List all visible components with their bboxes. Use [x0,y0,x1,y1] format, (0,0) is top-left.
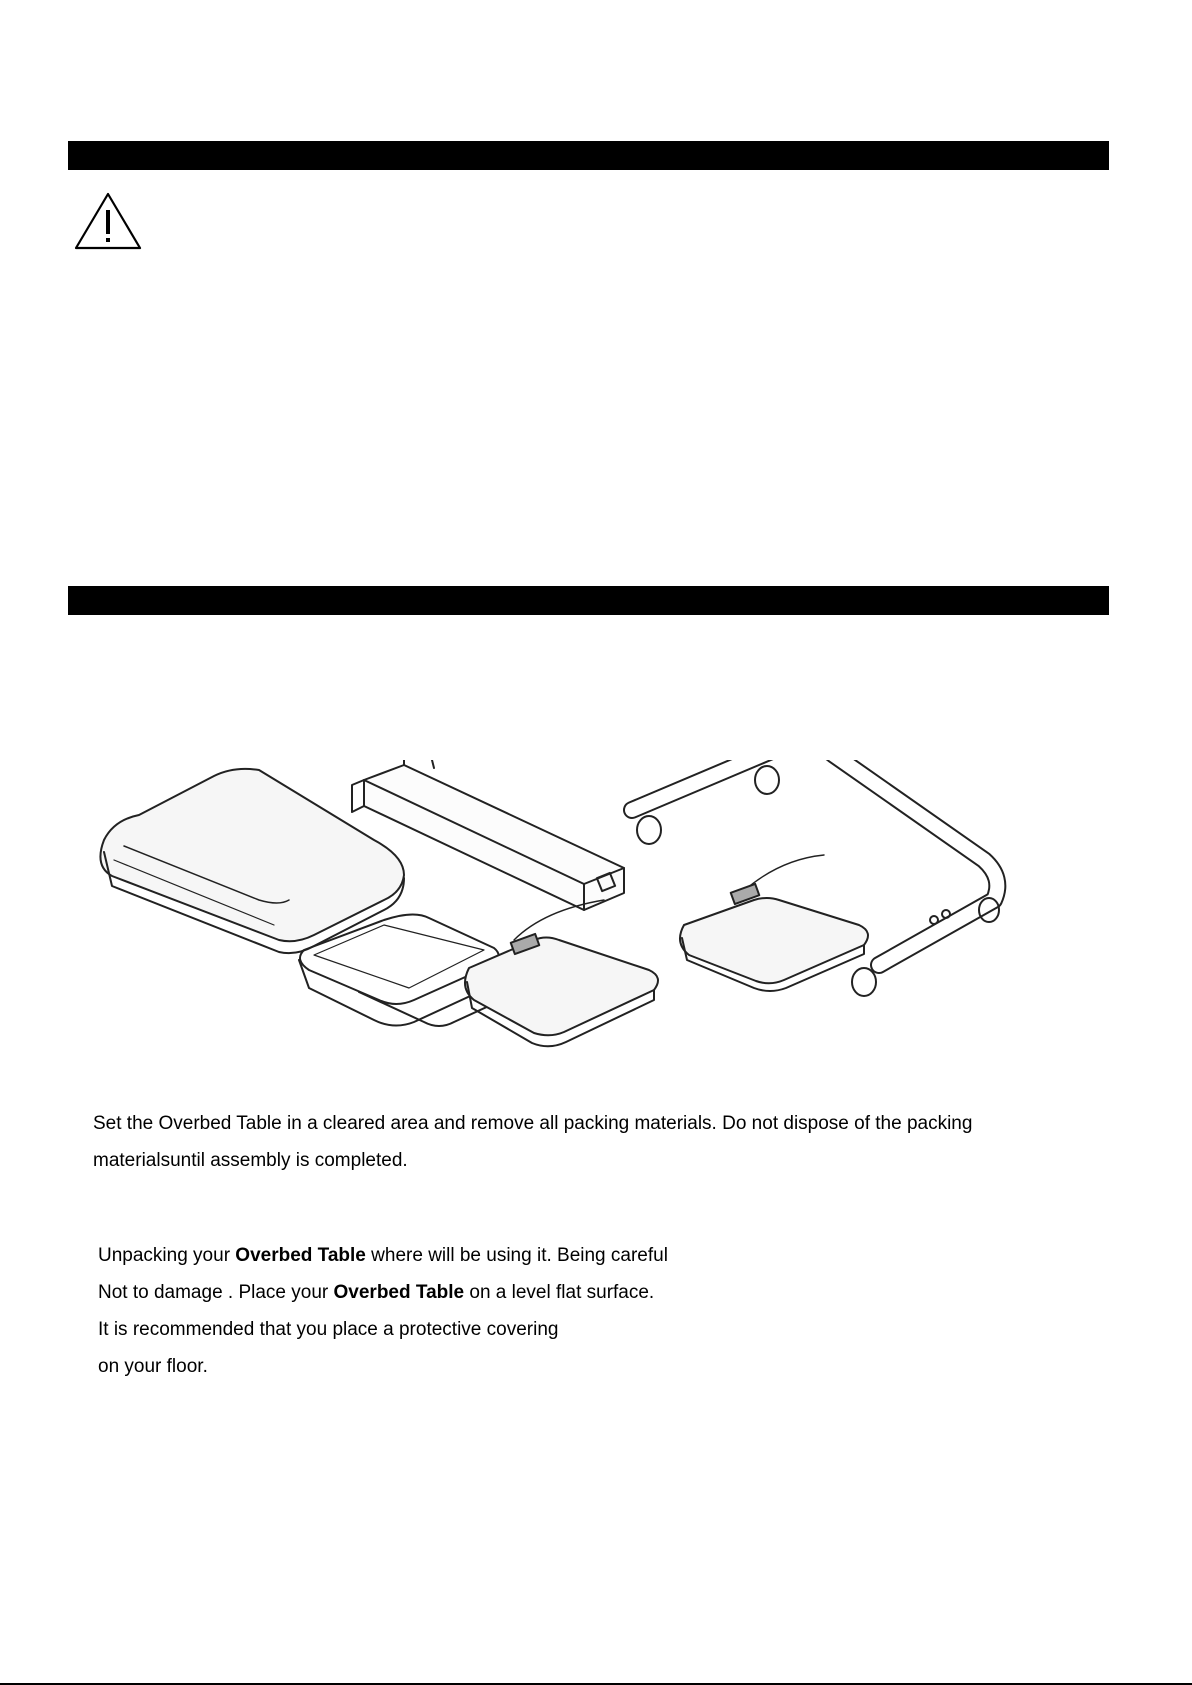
overbed-table-parts-drawing [84,760,1084,1090]
warning-triangle-icon [73,191,143,251]
text-line: Set the Overbed Table in a cleared area and remove all packing materials. Do not dispose of the packing [93,1113,973,1134]
section-header-bar [68,586,1109,615]
section-header-bar [68,141,1109,170]
setup-instructions [93,1105,1053,1179]
side-tray-part [680,855,868,991]
text-line: on your floor. [98,1356,208,1377]
product-name: Overbed Table [235,1245,366,1266]
text-line: materialsuntil assembly is completed. [93,1150,408,1171]
text-line: Not to damage . Place your Overbed Table on a level flat surface. [98,1282,655,1303]
product-name: Overbed Table [333,1282,465,1303]
table-top-part [100,769,404,953]
text-line: Unpacking your Overbed Table where will be using it. Being careful [98,1245,668,1266]
side-tray-part [465,900,658,1046]
unpacking-instructions [98,1237,798,1385]
text-line: It is recommended that you place a protective covering [98,1319,559,1340]
